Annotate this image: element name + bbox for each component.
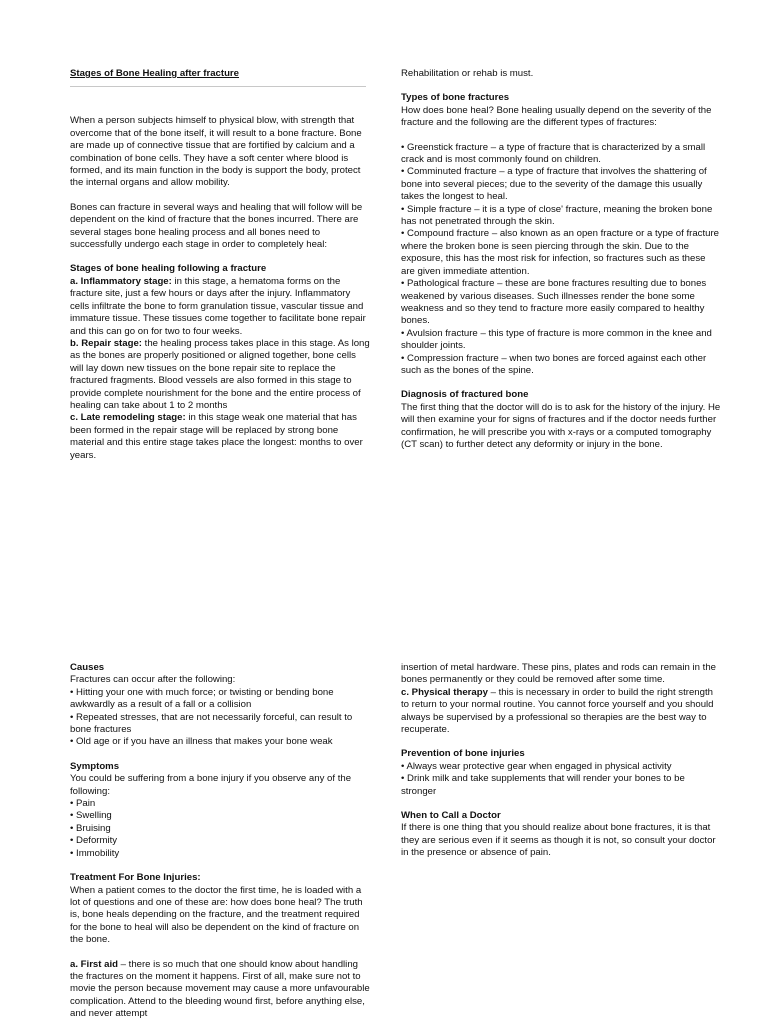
column-bottom-left [70,662,370,1021]
type-greenstick: • Greenstick fracture – a type of fracture that is characterized by a small crack and is most commonly found on children. [401,141,706,166]
type-simple: • Simple fracture – it is a type of close' fracture, meaning the broken bone has not penetrated through the skin. [401,203,713,228]
title-divider [70,86,366,87]
symptoms-intro: You could be suffering from a bone injury if you observe any of the following: [70,773,352,797]
stage-c-label: c. Late remodeling stage: [70,412,186,424]
first-aid-text: – there is so much that one should know about handling the fractures on the moment it happens. First of all, make sure not to movie the person because movement may cause a more unfavourable complication. Attend to the bleeding wound first, before anything else, and never attempt [70,958,370,1020]
first-aid-label: a. First aid [70,958,118,970]
first-aid [70,959,370,1021]
stage-c-text: in this stage weak one material that has been formed in the repair stage will be replaced by strong bone material and this entire stage takes place the longest: months to over years. [70,412,363,461]
physical-therapy [401,687,721,737]
stage-a [70,276,370,338]
stage-a-text: in this stage, a hematoma forms on the fracture site, just a few hours or days after the injury. Inflammatory cells infiltrate the bone to form granulation tissue, vascular tissue and immature tissue. These tissues come together to facilitate bone repair and this can go on for two to four weeks. [70,275,366,337]
symptom-item: • Bruising [70,822,111,834]
cause-item: • Old age or if you have an illness that makes your bone weak [70,736,333,748]
symptom-item: • Immobility [70,847,120,859]
symptom-item: • Swelling [70,810,112,822]
stage-b [70,338,370,412]
continued-text: insertion of metal hardware. These pins, plates and rods can remain in the bones permanently or they could be removed after some time. [401,662,716,686]
type-comminuted: • Comminuted fracture – a type of fracture that involves the shattering of bone into several pieces; due to the severity of the damage this usually takes the longest to heal. [401,166,707,203]
cause-item: • Hitting your one with much force; or twisting or bending bone awkwardly as a result of a fall or a collision [70,686,334,711]
causes-intro: Fractures can occur after the following: [70,674,236,686]
fracture-ways-paragraph: Bones can fracture in several ways and healing that will follow will be dependent on the kind of fracture that the bones incurred. There are several stages bone healing process and all bones need to successfully undergo each stage in order to completely heal: [70,201,363,251]
prevention-item: • Always wear protective gear when engaged in physical activity [401,760,672,772]
type-compound: • Compound fracture – also known as an open fracture or a type of fracture where the broken bone is seen piercing through the skin. Due to the exposure, this has the most risk for infection, so fractures such as these are given immediate attention. [401,228,719,277]
type-pathological: • Pathological fracture – these are bone fractures resulting due to bones weakened by various diseases. Such illnesses render the bone some weakness and so they tend to fracture more easily compared to healthy bones. [401,278,707,327]
symptom-item: • Deformity [70,835,118,847]
prevention-heading: Prevention of bone injuries [401,748,525,760]
types-intro: How does bone heal? Bone healing usually depend on the severity of the fracture and the following are the different types of fractures: [401,104,712,129]
call-doctor-text: If there is one thing that you should realize about bone fractures, it is that they are serious even if it seems as though it is not, so consult your doctor in the presence or absence of pain. [401,822,716,859]
stage-b-label: b. Repair stage: [70,337,142,349]
diagnosis-text: The first thing that the doctor will do is to ask for the history of the injury. He will then examine your for signs of fractures and if the doctor needs further confirmation, he will prescribe you with x-rays or a computed tomography (CT scan) to further detect any deformity or injury in the bone. [401,401,721,450]
column-bottom-right [401,662,721,860]
treatment-heading: Treatment For Bone Injuries: [70,872,201,884]
causes-heading: Causes [70,662,105,673]
column-top-left [70,68,370,462]
physical-therapy-label: c. Physical therapy [401,686,488,698]
rehab-line: Rehabilitation or rehab is must. [401,68,534,79]
type-compression: • Compression fracture – when two bones are forced against each other such as the bones of the spine. [401,352,707,376]
treatment-text: When a patient comes to the doctor the first time, he is loaded with a lot of questions and one of these are: how does bone heal? The truth is, bone heals depending on the fracture, and the treatment required for the bone to heal will also be dependent on the kind of fracture on the bone. [70,884,363,946]
stages-heading: Stages of bone healing following a fracture [70,263,267,275]
stage-b-text: the healing process takes place in this stage. As long as the bones are properly positioned or aligned together, bone cells will lay down new tissues on the bone repair site to replace the fractured fragments. Blood vessels are also formed in this stage to provide complete nourishment for the bone and the entire process of healing can take about 1 to 2 months [70,337,370,411]
symptom-item: • Pain [70,798,96,810]
document-title: Stages of Bone Healing after fracture [70,68,239,79]
intro-paragraph: When a person subjects himself to physical blow, with strength that overcome that of the bone itself, it will result to a bone fracture. Bone are made up of connective tissue that are fortified by calcium and a combination of bone cells. They have a soft center where blood is formed, and its main function in the body is support the body, protect the internal organs and allow mobility. [70,115,362,189]
call-doctor-heading: When to Call a Doctor [401,810,501,822]
physical-therapy-text: – this is necessary in order to build the right strength to return to your normal routine. You cannot force yourself and you should always be supervised by a professional so therapies are the best way to recuperate. [401,686,714,736]
symptoms-heading: Symptoms [70,760,120,772]
column-top-right [401,68,721,451]
cause-item: • Repeated stresses, that are not necessarily forceful, can result to bone fractures [70,711,353,736]
stage-c [70,412,370,462]
stage-a-label: a. Inflammatory stage: [70,275,172,287]
diagnosis-heading: Diagnosis of fractured bone [401,389,529,401]
types-heading: Types of bone fractures [401,92,510,104]
prevention-item: • Drink milk and take supplements that will render your bones to be stronger [401,773,685,797]
type-avulsion: • Avulsion fracture – this type of fracture is more common in the knee and shoulder joints. [401,327,712,352]
